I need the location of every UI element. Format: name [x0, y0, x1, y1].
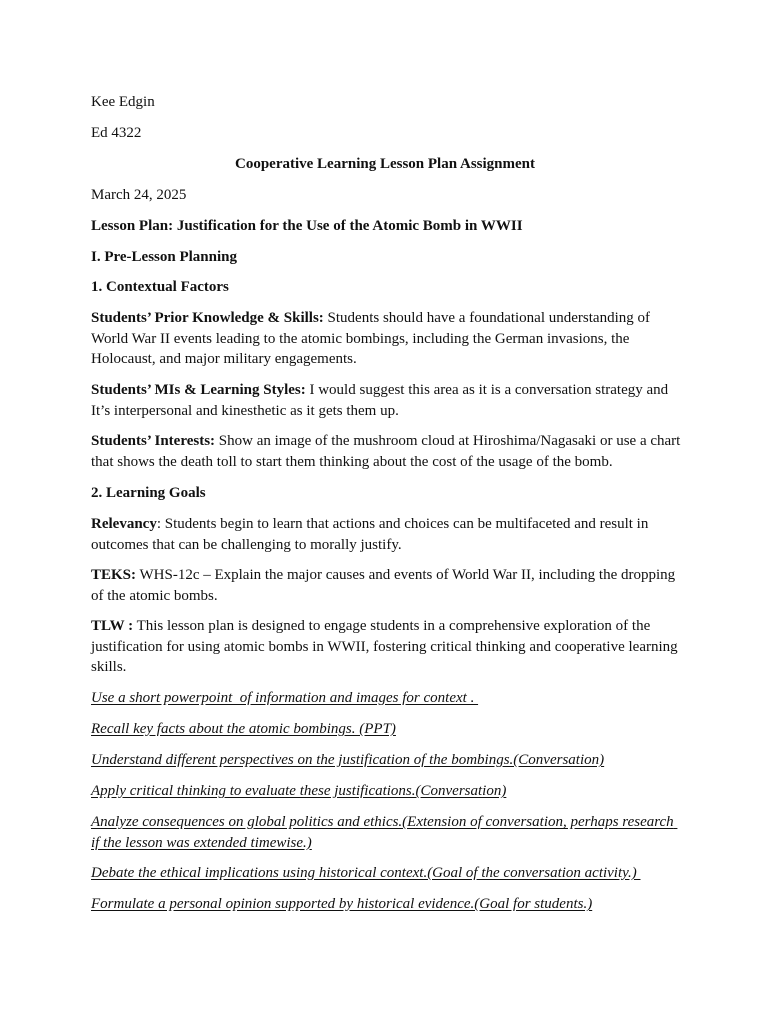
teks-paragraph	[91, 565, 683, 606]
assignment-title: Cooperative Learning Lesson Plan Assignment	[234, 156, 535, 172]
prior-knowledge-label: Students’ Prior Knowledge & Skills:	[91, 310, 324, 326]
tlw-paragraph	[91, 616, 683, 678]
subsection-heading-contextual: 1. Contextual Factors	[91, 279, 229, 295]
learning-styles-text: I would suggest this area as it is a conversation strategy and It’s interpersonal and kinesthetic as it gets them up.	[91, 382, 669, 419]
learning-styles-label: Students’ MIs & Learning Styles:	[91, 382, 306, 398]
lesson-title: Lesson Plan: Justification for the Use of the Atomic Bomb in WWII	[91, 218, 523, 234]
prior-knowledge-paragraph	[91, 308, 683, 370]
objective-item: Use a short powerpoint of information and images for context .	[91, 690, 479, 706]
objective-item: Recall key facts about the atomic bombings. (PPT)	[91, 721, 396, 737]
course-code: Ed 4322	[91, 125, 142, 141]
objective-item: Apply critical thinking to evaluate these justifications.(Conversation)	[91, 783, 507, 799]
objective-item: Understand different perspectives on the justification of the bombings.(Conversation)	[91, 752, 605, 768]
prior-knowledge-text: Students should have a foundational understanding of World War II events leading to the atomic bombings, including the German invasions, the Holocaust, and major military engagements.	[91, 310, 650, 368]
objective-item: Debate the ethical implications using historical context.(Goal of the conversation activity.)	[91, 865, 641, 881]
teks-label: TEKS:	[91, 567, 137, 583]
subsection-heading-goals: 2. Learning Goals	[91, 485, 206, 501]
interests-text: Show an image of the mushroom cloud at Hiroshima/Nagasaki or use a chart that shows the death toll to start them thinking about the cost of the usage of the bomb.	[91, 433, 681, 470]
tlw-label: TLW :	[91, 618, 134, 634]
relevancy-paragraph	[91, 514, 683, 555]
tlw-text: This lesson plan is designed to engage students in a comprehensive exploration of the justification for using atomic bombs in WWII, fostering critical thinking and cooperative learning skills.	[91, 618, 678, 676]
relevancy-text: : Students begin to learn that actions and choices can be multifaceted and result in outcomes that can be challenging to morally justify.	[91, 516, 649, 553]
section-heading: I. Pre-Lesson Planning	[91, 249, 237, 265]
author-name: Kee Edgin	[91, 94, 155, 110]
interests-label: Students’ Interests:	[91, 433, 216, 449]
learning-styles-paragraph	[91, 380, 683, 421]
relevancy-label: Relevancy	[91, 516, 157, 532]
document-date: March 24, 2025	[91, 187, 187, 203]
objective-item: Formulate a personal opinion supported by historical evidence.(Goal for students.)	[91, 896, 593, 912]
interests-paragraph	[91, 431, 683, 472]
objective-item: Analyze consequences on global politics and ethics.(Extension of conversation, perhaps research if the lesson was extended timewise.)	[91, 814, 678, 851]
teks-text: WHS-12c – Explain the major causes and events of World War II, including the dropping of the atomic bombs.	[91, 567, 676, 604]
